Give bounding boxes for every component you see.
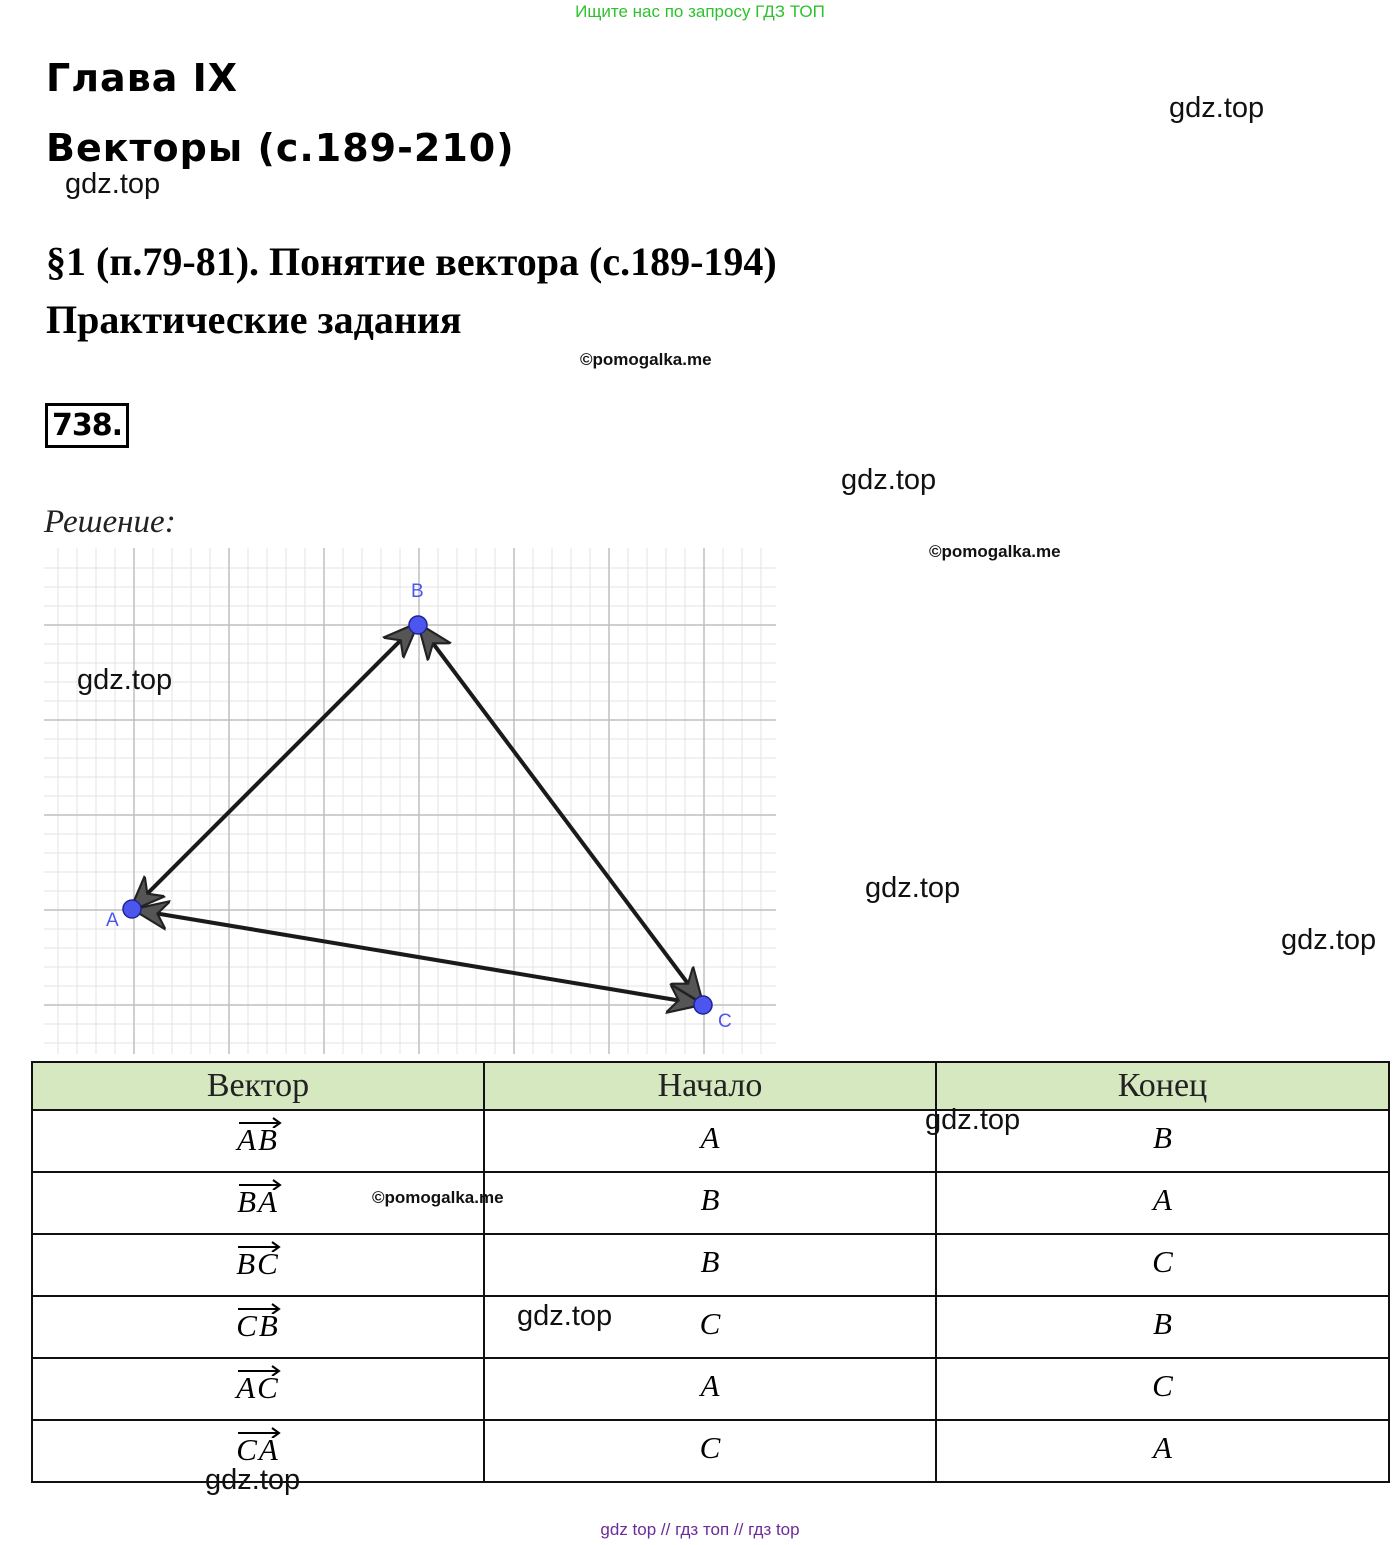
watermark-gdz: gdz.top bbox=[205, 1464, 301, 1496]
point-b bbox=[409, 616, 427, 634]
point-a-label: A bbox=[106, 910, 119, 931]
vector-table bbox=[31, 1061, 1390, 1483]
vector-notation bbox=[236, 1366, 280, 1406]
vector-name: AB bbox=[237, 1122, 279, 1157]
vector-ab-line bbox=[132, 625, 416, 909]
footer-links: gdz top // гдз топ // гдз top bbox=[600, 1520, 800, 1539]
table-row bbox=[32, 1172, 1389, 1234]
start-cell: A bbox=[484, 1358, 936, 1420]
watermark-gdz: gdz.top bbox=[65, 168, 161, 200]
subsection-title: Практические задания bbox=[46, 297, 462, 342]
watermark-gdz: gdz.top bbox=[1169, 92, 1265, 124]
start-cell: A bbox=[484, 1110, 936, 1172]
table-row bbox=[32, 1110, 1389, 1172]
point-c bbox=[694, 996, 712, 1014]
point-a bbox=[123, 900, 141, 918]
watermark-pomogalka: ©pomogalka.me bbox=[580, 350, 712, 369]
end-cell: B bbox=[936, 1110, 1389, 1172]
vector-cell bbox=[32, 1234, 484, 1296]
vector-arrow-icon bbox=[237, 1116, 283, 1128]
watermark-gdz: gdz.top bbox=[1281, 924, 1377, 956]
vector-cell bbox=[32, 1296, 484, 1358]
table-header-row bbox=[32, 1062, 1389, 1110]
end-cell: C bbox=[936, 1358, 1389, 1420]
vector-notation bbox=[236, 1242, 280, 1282]
watermark-gdz: gdz.top bbox=[925, 1104, 1021, 1136]
vector-notation bbox=[237, 1180, 279, 1220]
vector-figure bbox=[44, 548, 776, 1059]
end-cell: B bbox=[936, 1296, 1389, 1358]
vector-arrow-icon bbox=[236, 1240, 282, 1252]
vector-name: BA bbox=[237, 1184, 279, 1219]
watermark-pomogalka: ©pomogalka.me bbox=[929, 542, 1061, 561]
vector-arrow-icon bbox=[236, 1426, 282, 1438]
vector-arrow-icon bbox=[236, 1364, 282, 1376]
table-row bbox=[32, 1234, 1389, 1296]
top-banner: Ищите нас по запросу ГДЗ ТОП bbox=[575, 2, 825, 21]
grid-canvas bbox=[44, 548, 776, 1054]
end-cell: A bbox=[936, 1172, 1389, 1234]
end-cell: C bbox=[936, 1234, 1389, 1296]
vector-notation bbox=[236, 1304, 280, 1344]
task-number: 738. bbox=[45, 403, 129, 448]
end-cell: A bbox=[936, 1420, 1389, 1482]
header-vector: Вектор bbox=[32, 1062, 484, 1110]
watermark-pomogalka: ©pomogalka.me bbox=[372, 1188, 504, 1207]
start-cell: C bbox=[484, 1420, 936, 1482]
solution-label: Решение: bbox=[44, 504, 176, 540]
vector-name: AC bbox=[236, 1370, 280, 1405]
header-start: Начало bbox=[484, 1062, 936, 1110]
point-b-label: B bbox=[411, 581, 424, 602]
header-end: Конец bbox=[936, 1062, 1389, 1110]
watermark-gdz: gdz.top bbox=[517, 1300, 613, 1332]
start-cell: B bbox=[484, 1172, 936, 1234]
vector-cell bbox=[32, 1358, 484, 1420]
watermark-gdz: gdz.top bbox=[77, 664, 173, 696]
vector-name: BC bbox=[236, 1246, 280, 1281]
start-cell: C bbox=[484, 1296, 936, 1358]
watermark-gdz: gdz.top bbox=[865, 872, 961, 904]
vector-arrow-icon bbox=[236, 1302, 282, 1314]
vector-ac-line bbox=[136, 910, 700, 1004]
start-cell: B bbox=[484, 1234, 936, 1296]
vector-notation bbox=[236, 1428, 280, 1468]
vector-name: CB bbox=[236, 1308, 280, 1343]
vector-name: CA bbox=[236, 1432, 280, 1467]
watermark-gdz: gdz.top bbox=[841, 464, 937, 496]
vector-cell bbox=[32, 1110, 484, 1172]
table-row bbox=[32, 1296, 1389, 1358]
table-row bbox=[32, 1358, 1389, 1420]
vector-arrow-icon bbox=[237, 1178, 283, 1190]
chapter-subtitle: Векторы (с.189-210) bbox=[46, 126, 515, 170]
vector-notation bbox=[237, 1118, 279, 1158]
chapter-title: Глава IX bbox=[46, 56, 239, 100]
point-c-label: C bbox=[718, 1011, 732, 1032]
section-title: §1 (п.79-81). Понятие вектора (с.189-194) bbox=[46, 239, 777, 284]
